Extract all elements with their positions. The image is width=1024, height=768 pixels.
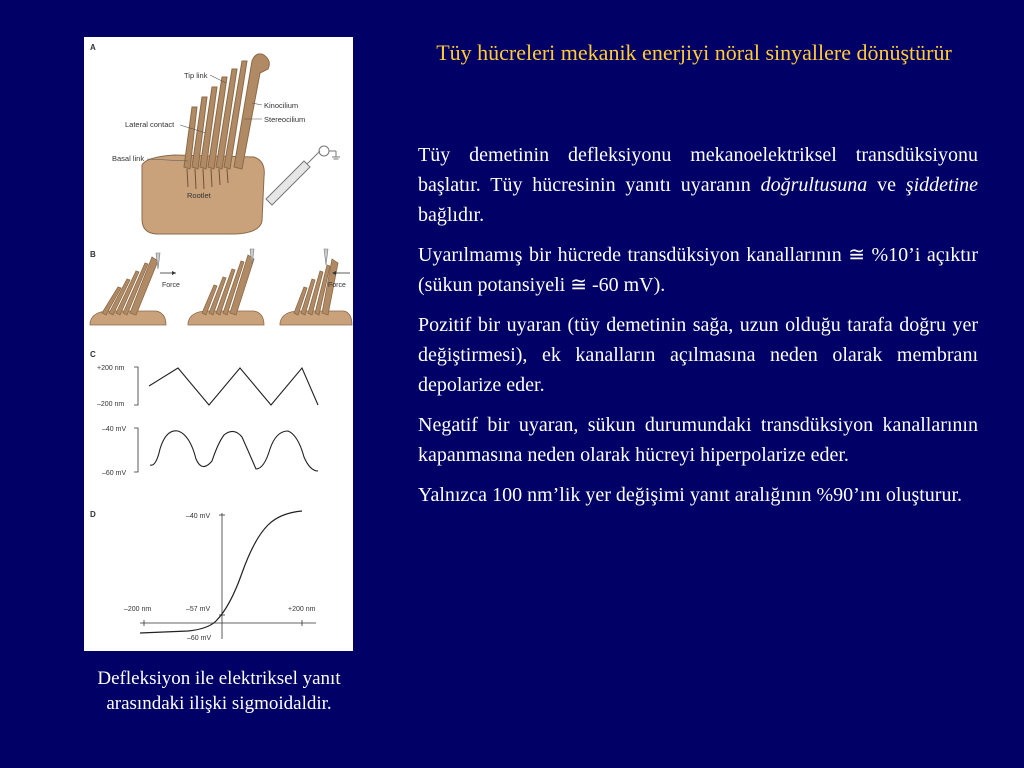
paragraph-4: Negatif bir uyaran, sükun durumundaki transdüksiyon kanallarının kapanmasına neden olarak hücreyi hiperpolarize eder. [418,414,978,466]
label-voltage-bottom: –60 mV [102,470,127,477]
displacement-trace [149,368,318,405]
label-displacement-top: +200 nm [97,365,125,372]
label-force-left: Force [162,282,180,289]
hair-bundle-illustration [142,54,340,234]
body-text [418,140,978,520]
label-d-y-top: –40 mV [186,513,211,520]
figure-caption: Defleksiyon ile elektriksel yanıt arasındaki ilişki sigmoidaldir. [97,668,341,714]
label-stereocilium: Stereocilium [264,115,306,124]
bundle-center-rest [188,249,264,325]
hair-cell-figure [84,37,353,651]
panel-d-letter: D [90,510,96,519]
paragraph-1-part-2: ve [867,174,906,196]
label-kinocilium: Kinocilium [264,101,299,110]
panel-b-letter: B [90,250,96,259]
label-lateral-contact: Lateral contact [125,120,175,129]
paragraph-5: Yalnızca 100 nm’lik yer değişimi yanıt aralığının %90’ını oluşturur. [418,484,962,506]
paragraph-1-part-1: Tüy demetinin defleksiyonu mekanoelektriksel transdüksiyonu başlatır. Tüy hücresinin yanıtı uyaranın [418,144,978,196]
slide-title: Tüy hücreleri mekanik enerjiyi nöral sinyallere dönüştürür [436,40,952,65]
panel-c-letter: C [90,350,96,359]
paragraph-2: Uyarılmamış bir hücrede transdüksiyon kanallarının ≅ %10’i açıktır (sükun potansiyeli ≅ -60 mV). [418,244,978,296]
label-d-y-mid: –57 mV [186,606,211,613]
panel-a-letter: A [90,43,96,52]
label-tip-link: Tip link [184,71,208,80]
label-force-right: Force [328,282,346,289]
label-d-x-right: +200 nm [288,606,316,613]
paragraph-1-emphasis-direction: doğrultusuna [760,174,868,196]
label-d-x-left: –200 nm [124,606,152,613]
label-rootlet: Rootlet [187,191,211,200]
paragraph-3: Pozitif bir uyaran (tüy demetinin sağa, uzun olduğu tarafa doğru yer değiştirmesi), ek kanalların açılmasına neden olarak membranı depolarize eder. [418,314,978,396]
paragraph-1-part-3: bağlıdır. [418,204,485,226]
label-d-y-bottom: –60 mV [187,635,212,642]
voltage-scale-bar [134,428,138,472]
voltage-trace [150,431,318,471]
label-voltage-top: –40 mV [102,426,127,433]
paragraph-1-emphasis-intensity: şiddetine [905,174,978,196]
electrode [266,146,340,205]
hair-cell-figure-svg [84,37,353,651]
bundle-left-deflected [90,253,176,325]
paragraph-1 [418,140,978,230]
label-basal-link: Basal link [112,154,145,163]
label-displacement-bottom: –200 nm [97,401,125,408]
displacement-scale-bar [134,367,138,405]
sigmoid-curve [140,511,302,633]
